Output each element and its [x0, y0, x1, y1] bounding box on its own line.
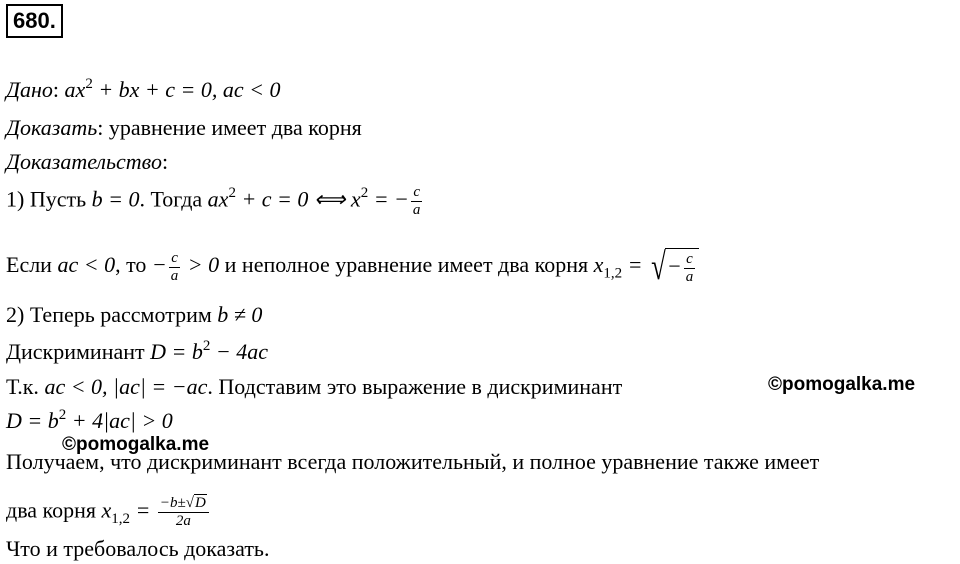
case1-m2a: ax [207, 186, 229, 212]
conclusion-text: Получаем, что дискриминант всегда положительный, и полное уравнение также имеет [6, 449, 820, 474]
radicand-den: a [685, 269, 694, 285]
conclusion-line [6, 449, 819, 475]
case1-exp1: 2 [228, 185, 236, 202]
given-label: Дано [6, 77, 53, 102]
case2-line [6, 302, 262, 328]
d-final-line [6, 408, 173, 434]
since-line [6, 374, 622, 400]
case1b-m3: > 0 [182, 252, 220, 278]
case1-prefix: 1) Пусть [6, 186, 92, 212]
root-expression [648, 248, 699, 286]
radical-sign: √ [651, 246, 666, 288]
case1b-t1: Если [6, 252, 58, 278]
radicand-num: c [684, 251, 696, 269]
case1-frac-num: c [411, 184, 423, 202]
qed-line [6, 536, 269, 562]
prove-line [6, 115, 362, 141]
disc-exp: 2 [202, 337, 211, 354]
roots-num-sqrt: D [195, 495, 206, 511]
case1-frac-den: a [412, 202, 421, 218]
dfinal-exp: 2 [58, 406, 67, 423]
case1b-fraction [169, 250, 181, 285]
disc-m1: D = b [150, 339, 203, 364]
case1-line2 [6, 248, 699, 286]
roots-fraction [158, 495, 209, 530]
radicand [665, 248, 699, 286]
roots-den: 2a [175, 513, 191, 529]
case1b-frac-den: a [170, 267, 179, 284]
case1-m2b: + c = 0 ⟺ x [235, 186, 361, 212]
radicand-minus: − [666, 253, 682, 279]
dfinal-m1: D = b [6, 408, 59, 433]
case1-mid: . Тогда [139, 186, 208, 212]
qed-text: Что и требовалось доказать. [6, 536, 270, 561]
case1b-t3: и неполное уравнение имеет два корня [219, 252, 594, 278]
given-math-a: ax [64, 77, 86, 102]
case2-m1: b ≠ 0 [217, 302, 263, 327]
case1b-frac-num: c [169, 250, 181, 268]
watermark-left: ©pomogalka.me [62, 434, 210, 455]
given-math-exp: 2 [85, 75, 93, 92]
given-math-rest: + bx + c = 0, ac < 0 [92, 77, 281, 102]
since-t1: Т.к. [6, 374, 45, 399]
radicand-fraction [684, 251, 696, 286]
case1-line [6, 184, 424, 219]
problem-number: 680. [6, 4, 63, 38]
case1-m2c: = − [368, 186, 409, 212]
case1b-t2: , то [115, 252, 152, 278]
case1b-x: x [593, 252, 604, 278]
roots-num [158, 495, 209, 513]
proof-colon: : [161, 149, 169, 174]
disc-m2: − 4ac [210, 339, 268, 364]
case1b-sub: 1,2 [603, 265, 623, 282]
case1b-m2: − [151, 252, 167, 278]
case1-exp2: 2 [360, 185, 369, 202]
dfinal-m2: + 4|ac| > 0 [66, 408, 173, 433]
prove-text: : уравнение имеет два корня [97, 115, 362, 140]
since-m1: ac < 0, |ac| = −ac [44, 374, 208, 399]
prove-label: Доказать [6, 115, 98, 140]
roots-x: x [101, 497, 112, 523]
case1-m1: b = 0 [91, 186, 140, 212]
case1-fraction [411, 184, 423, 219]
given-colon: : [52, 77, 65, 102]
proof-label: Доказательство [6, 149, 162, 174]
roots-t1: два корня [6, 497, 102, 523]
proof-heading [6, 149, 168, 175]
roots-line [6, 495, 211, 530]
watermark-right: ©pomogalka.me [768, 374, 916, 395]
roots-sqrt-icon: √ [185, 495, 194, 511]
case2-t1: 2) Теперь рассмотрим [6, 302, 218, 327]
discriminant-line [6, 339, 268, 365]
since-t2: . Подставим это выражение в дискриминант [207, 374, 623, 399]
case1b-eq: = [622, 252, 648, 278]
given-line [6, 77, 281, 103]
disc-t1: Дискриминант [6, 339, 151, 364]
roots-num-a: −b± [159, 495, 186, 511]
roots-eq: = [130, 497, 156, 523]
case1b-m1: ac < 0 [57, 252, 116, 278]
roots-sub: 1,2 [111, 510, 131, 527]
